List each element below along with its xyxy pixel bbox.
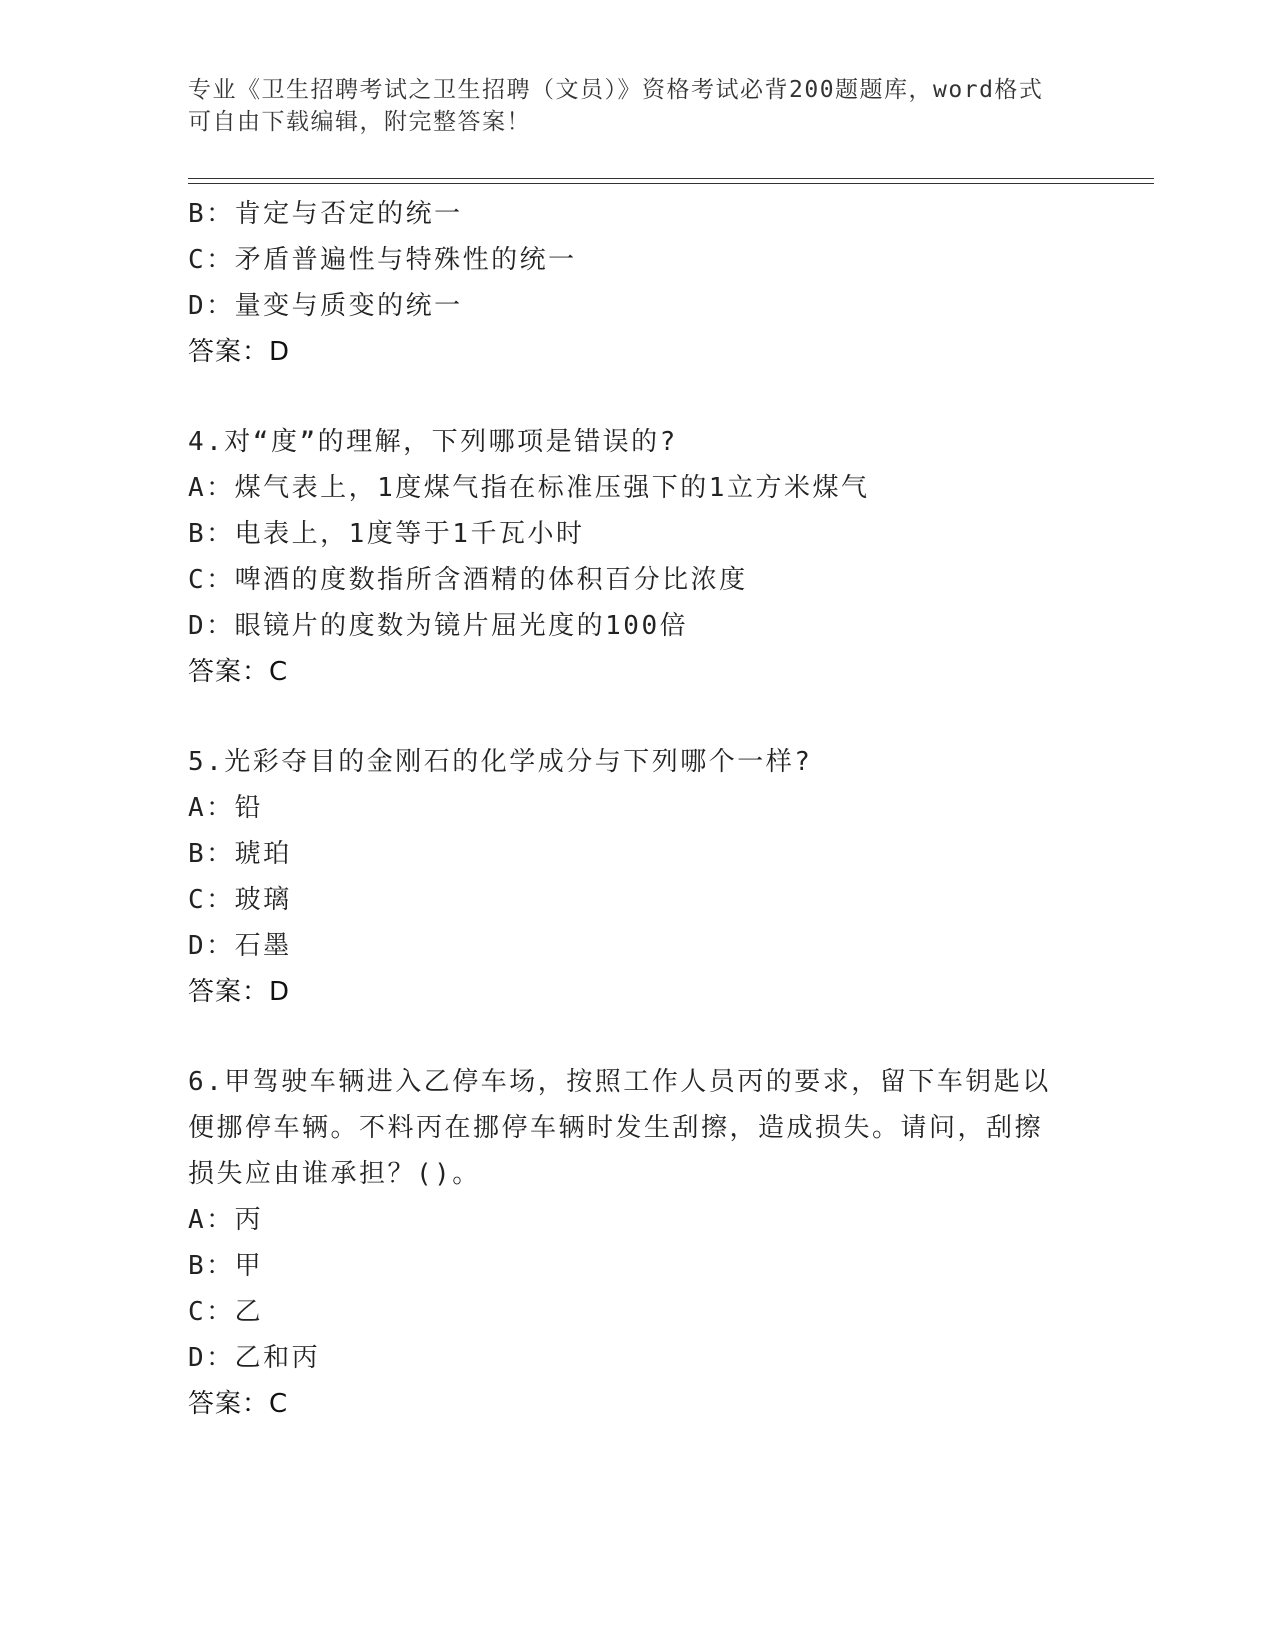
spacer xyxy=(188,695,1068,739)
question-text-line-2: 便挪停车辆。不料丙在挪停车辆时发生刮擦，造成损失。请问，刮擦 xyxy=(188,1113,1044,1143)
option-a: A：丙 xyxy=(188,1205,264,1235)
spacer xyxy=(188,1015,1068,1059)
question-text: 4.对“度”的理解，下列哪项是错误的? xyxy=(188,427,678,457)
question-4 xyxy=(188,419,1068,695)
option-a: A：铅 xyxy=(188,793,264,823)
question-6 xyxy=(188,1059,1068,1427)
question-text-line-1: 6.甲驾驶车辆进入乙停车场，按照工作人员丙的要求，留下车钥匙以 xyxy=(188,1067,1051,1097)
answer: 答案：D xyxy=(188,977,291,1007)
question-5 xyxy=(188,739,1068,1015)
option-b: B：肯定与否定的统一 xyxy=(188,199,463,229)
answer: 答案：D xyxy=(188,337,291,367)
header-title-line-1: 专业《卫生招聘考试之卫生招聘（文员）》资格考试必背200题题库，word格式 xyxy=(188,77,1044,103)
option-d: D：石墨 xyxy=(188,931,292,961)
answer: 答案：C xyxy=(188,657,289,687)
question-3 xyxy=(188,191,1068,375)
option-c: C：玻璃 xyxy=(188,885,292,915)
answer: 答案：C xyxy=(188,1389,289,1419)
spacer xyxy=(188,375,1068,419)
option-b: B：琥珀 xyxy=(188,839,292,869)
header-divider-top xyxy=(188,178,1154,179)
header-title-line-2: 可自由下载编辑，附完整答案！ xyxy=(188,109,531,135)
option-c: C：啤酒的度数指所含酒精的体积百分比浓度 xyxy=(188,565,748,595)
option-d: D：量变与质变的统一 xyxy=(188,291,463,321)
question-list xyxy=(188,191,1068,1427)
option-c: C：矛盾普遍性与特殊性的统一 xyxy=(188,245,577,275)
option-b: B：甲 xyxy=(188,1251,264,1281)
header-divider-bottom xyxy=(188,183,1154,184)
document-header xyxy=(188,74,1068,138)
option-b: B：电表上，1度等于1千瓦小时 xyxy=(188,519,585,549)
option-a: A：煤气表上，1度煤气指在标准压强下的1立方米煤气 xyxy=(188,473,870,503)
option-d: D：眼镜片的度数为镜片屈光度的100倍 xyxy=(188,611,689,641)
question-text-line-3: 损失应由谁承担？()。 xyxy=(188,1159,481,1189)
option-c: C：乙 xyxy=(188,1297,264,1327)
option-d: D：乙和丙 xyxy=(188,1343,321,1373)
question-text: 5.光彩夺目的金刚石的化学成分与下列哪个一样? xyxy=(188,747,813,777)
